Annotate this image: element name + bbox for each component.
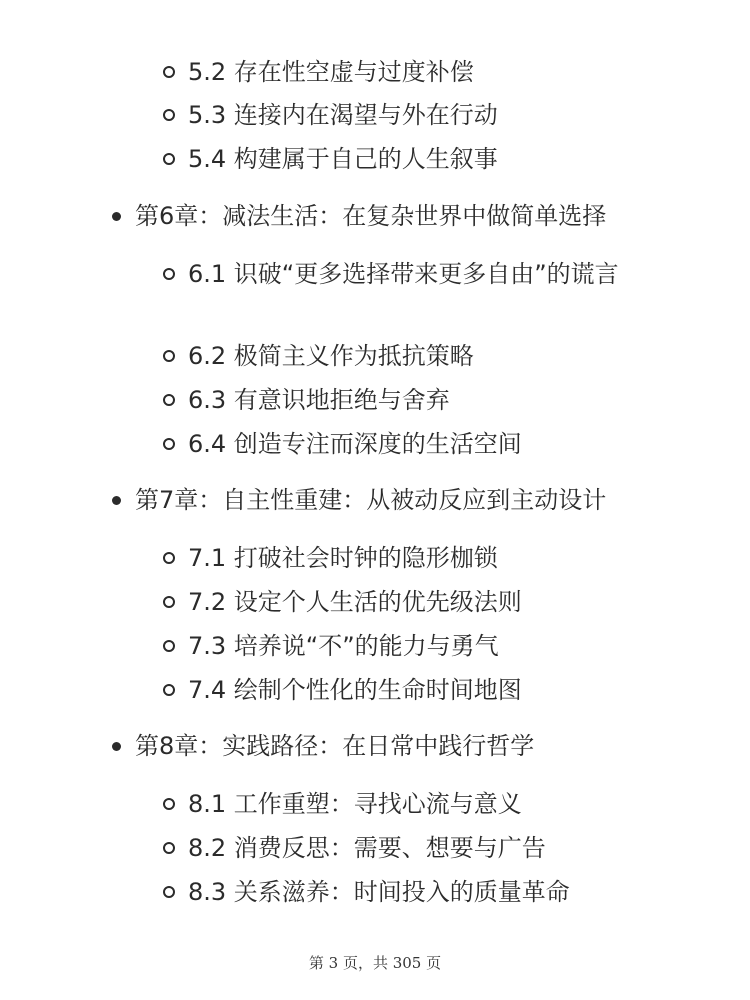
- bullet-circle-icon: [163, 886, 175, 898]
- outline-item-5-2: 5.2 存在性空虚与过度补偿: [188, 58, 474, 86]
- outline-item-7-2: 7.2 设定个人生活的优先级法则: [188, 588, 522, 616]
- bullet-circle-icon: [163, 394, 175, 406]
- bullet-circle-icon: [163, 798, 175, 810]
- bullet-dot-icon: [112, 496, 121, 505]
- bullet-dot-icon: [112, 212, 121, 221]
- outline-item-6-4: 6.4 创造专注而深度的生活空间: [188, 430, 522, 458]
- bullet-dot-icon: [112, 742, 121, 751]
- outline-chapter-6: 第6章：减法生活：在复杂世界中做简单选择: [135, 202, 607, 230]
- bullet-circle-icon: [163, 350, 175, 362]
- bullet-circle-icon: [163, 109, 175, 121]
- outline-item-6-1: 6.1 识破“更多选择带来更多自由”的谎言: [188, 260, 619, 288]
- bullet-circle-icon: [163, 438, 175, 450]
- outline-item-8-1: 8.1 工作重塑：寻找心流与意义: [188, 790, 522, 818]
- outline-item-7-4: 7.4 绘制个性化的生命时间地图: [188, 676, 522, 704]
- page-number-footer: 第 3 页，共 305 页: [308, 954, 442, 972]
- bullet-circle-icon: [163, 684, 175, 696]
- outline-chapter-7: 第7章：自主性重建：从被动反应到主动设计: [135, 486, 607, 514]
- bullet-circle-icon: [163, 552, 175, 564]
- bullet-circle-icon: [163, 268, 175, 280]
- outline-item-7-3: 7.3 培养说“不”的能力与勇气: [188, 632, 499, 660]
- outline-item-5-4: 5.4 构建属于自己的人生叙事: [188, 145, 498, 173]
- outline-chapter-8: 第8章：实践路径：在日常中践行哲学: [135, 732, 535, 760]
- bullet-circle-icon: [163, 640, 175, 652]
- outline-item-6-3: 6.3 有意识地拒绝与舍弃: [188, 386, 450, 414]
- bullet-circle-icon: [163, 842, 175, 854]
- outline-item-5-3: 5.3 连接内在渴望与外在行动: [188, 101, 498, 129]
- bullet-circle-icon: [163, 596, 175, 608]
- outline-item-6-2: 6.2 极简主义作为抵抗策略: [188, 342, 474, 370]
- bullet-circle-icon: [163, 153, 175, 165]
- bullet-circle-icon: [163, 66, 175, 78]
- outline-item-8-2: 8.2 消费反思：需要、想要与广告: [188, 834, 546, 862]
- outline-item-8-3: 8.3 关系滋养：时间投入的质量革命: [188, 878, 570, 906]
- outline-item-7-1: 7.1 打破社会时钟的隐形枷锁: [188, 544, 498, 572]
